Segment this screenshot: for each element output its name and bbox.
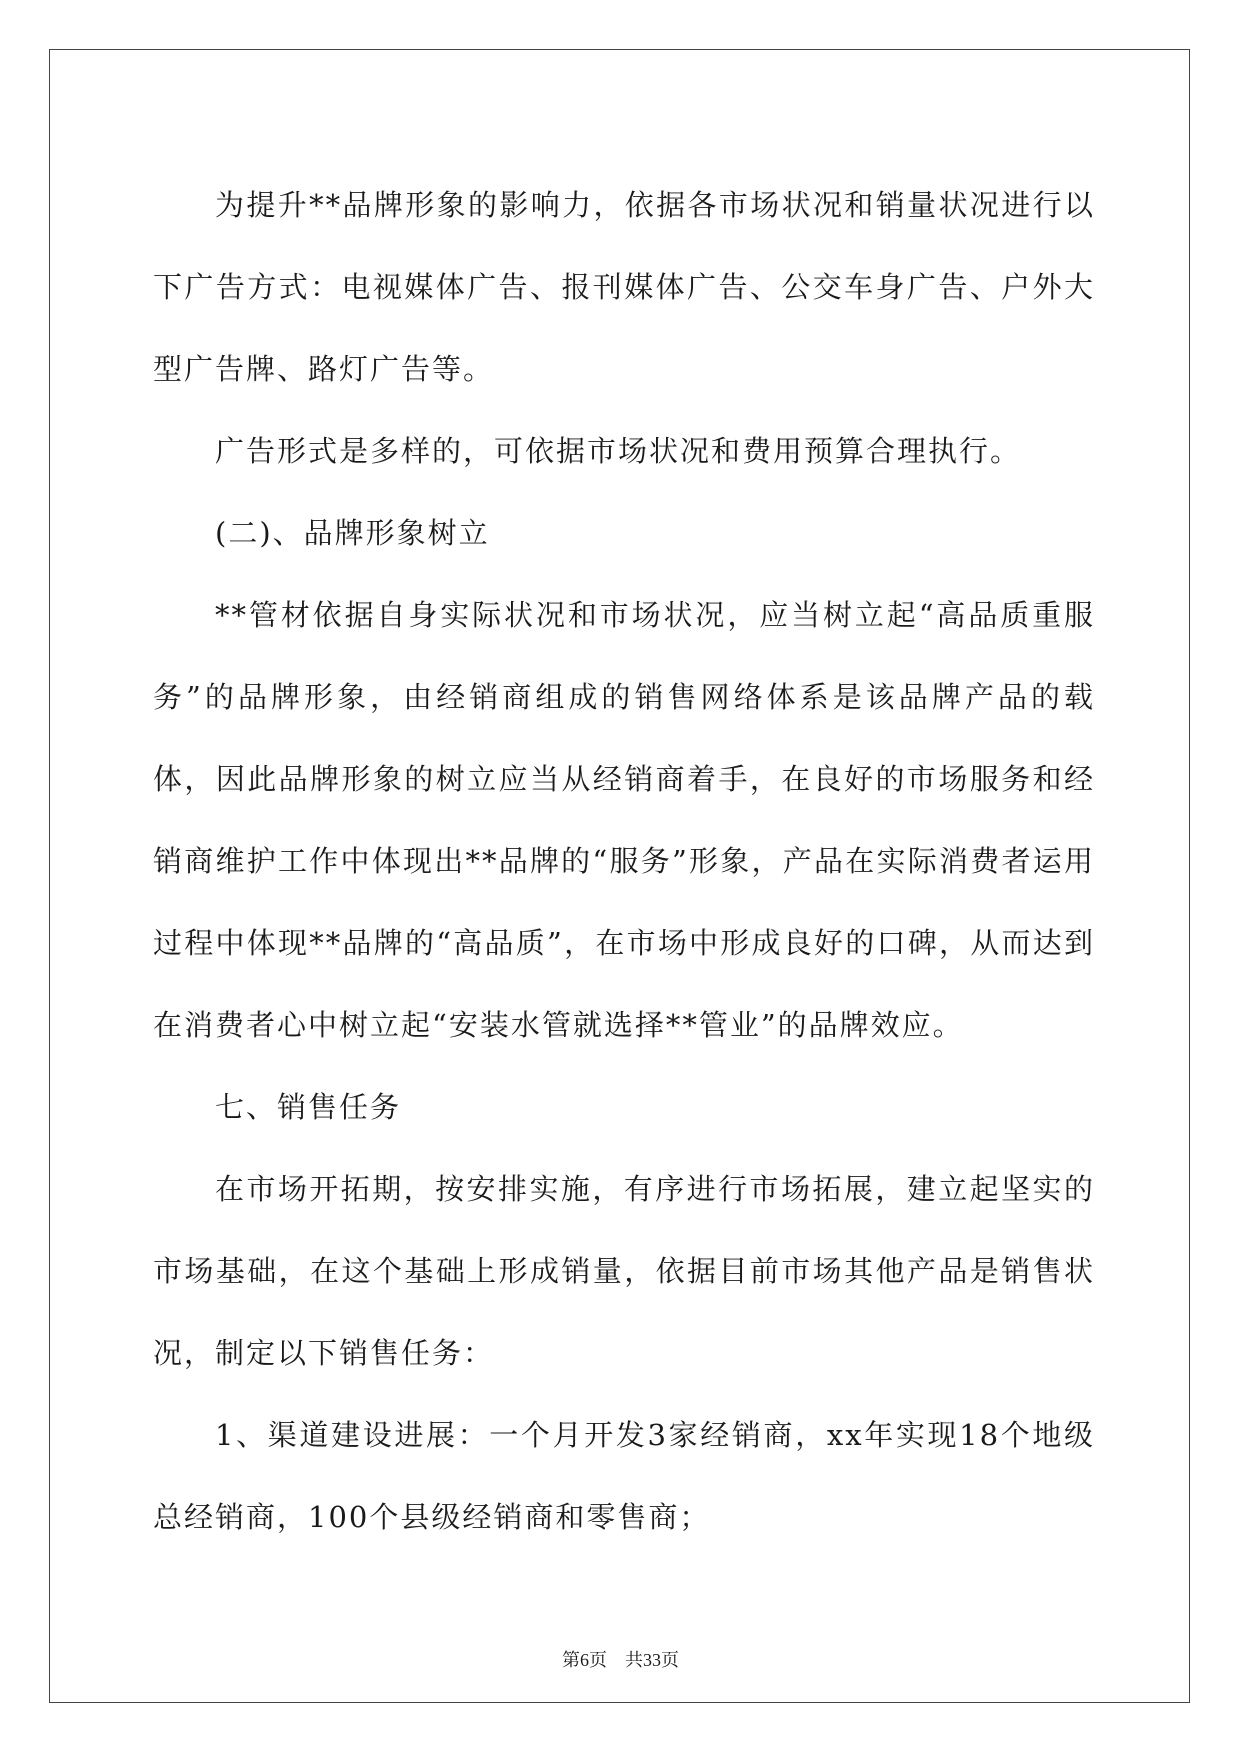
current-page-number: 第6页 bbox=[562, 1650, 607, 1670]
document-body bbox=[153, 164, 1095, 1558]
paragraph-brand-image: **管材依据自身实际状况和市场状况，应当树立起“高品质重服务”的品牌形象，由经销商组成的销售网络体系是该品牌产品的载体，因此品牌形象的树立应当从经销商着手，在良好的市场服务和经销商维护工作中体现出**品牌的“服务”形象，产品在实际消费者运用过程中体现**品牌的“高品质”，在市场中形成良好的口碑，从而达到在消费者心中树立起“安装水管就选择**管业”的品牌效应。 bbox=[153, 598, 1095, 1042]
section-heading-brand-image: (二)、品牌形象树立 bbox=[215, 516, 490, 550]
paragraph-advertising-forms: 广告形式是多样的，可依据市场状况和费用预算合理执行。 bbox=[215, 434, 1022, 468]
paragraph-sales-tasks: 在市场开拓期，按安排实施，有序进行市场拓展，建立起坚实的市场基础，在这个基础上形成销量，依据目前市场其他产品是销售状况，制定以下销售任务： bbox=[153, 1172, 1095, 1370]
paragraph-channel-building: 1、渠道建设进展：一个月开发3家经销商，xx年实现18个地级总经销商，100个县级经销商和零售商； bbox=[153, 1418, 1095, 1534]
page-footer bbox=[0, 1650, 1241, 1670]
paragraph-advertising-methods: 为提升**品牌形象的影响力，依据各市场状况和销量状况进行以下广告方式：电视媒体广告、报刊媒体广告、公交车身广告、户外大型广告牌、路灯广告等。 bbox=[153, 188, 1095, 386]
section-heading-sales-tasks: 七、销售任务 bbox=[215, 1090, 402, 1124]
total-page-count: 共33页 bbox=[625, 1650, 679, 1670]
